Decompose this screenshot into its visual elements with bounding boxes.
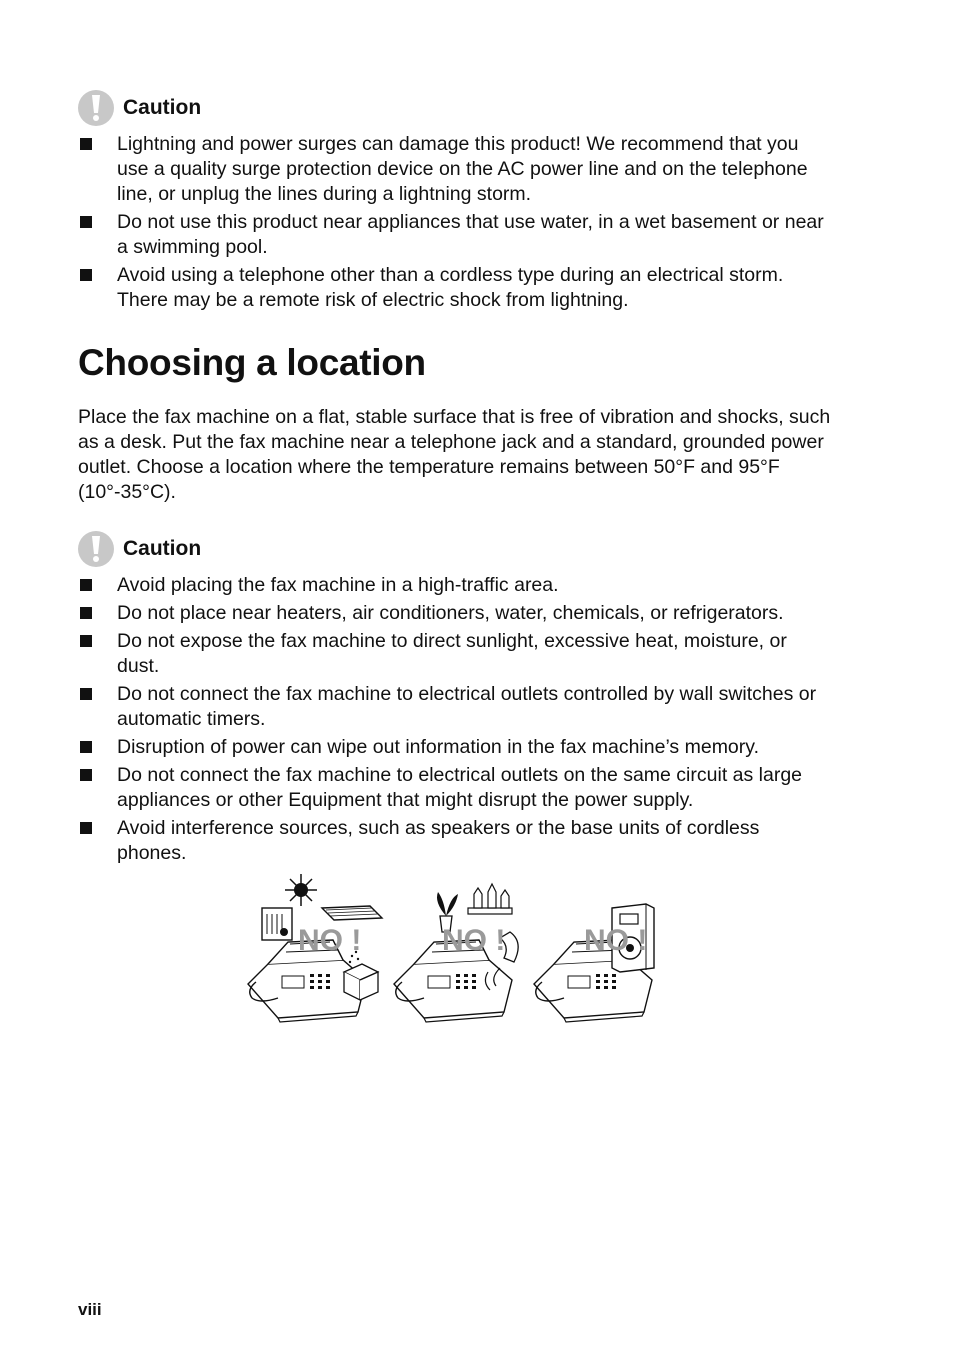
caution-list-1: [78, 132, 828, 316]
list-item: Do not use this product near appliances that use water, in a wet basement or near a swimming pool.: [78, 210, 828, 260]
no-label: NO !: [584, 924, 648, 957]
page-number: viii: [78, 1300, 102, 1319]
bullet-square-icon: [80, 688, 92, 700]
caution-list-2: [78, 573, 828, 869]
section-paragraph: Place the fax machine on a flat, stable surface that is free of vibration and shocks, such as a desk. Put the fax machine near a telephone jack and a standard, grounded power outlet. Choose a location where the temperature remains between 50°F and 95°F (10°-35°C).: [78, 406, 831, 503]
list-item: Avoid using a telephone other than a cordless type during an electrical storm. There may be a remote risk of electric shock from lightning.: [78, 263, 828, 313]
caution-title: Caution: [123, 96, 202, 119]
exclamation-icon: [78, 90, 114, 126]
bullet-square-icon: [80, 138, 92, 150]
section-heading: Choosing a location: [78, 342, 426, 383]
bullet-square-icon: [80, 579, 92, 591]
list-item: Disruption of power can wipe out information in the fax machine’s memory.: [78, 735, 828, 760]
exclamation-icon: [78, 531, 114, 567]
list-item: Do not place near heaters, air conditioners, water, chemicals, or refrigerators.: [78, 601, 828, 626]
bullet-square-icon: [80, 635, 92, 647]
air-conditioner-icon: [322, 906, 382, 920]
bullet-square-icon: [80, 216, 92, 228]
list-item: Lightning and power surges can damage this product! We recommend that you use a quality surge protection device on the AC power line and on the telephone line, or unplug the lines during a lightning storm.: [78, 132, 828, 207]
list-item: Do not connect the fax machine to electrical outlets controlled by wall switches or automatic timers.: [78, 682, 828, 732]
bullet-square-icon: [80, 741, 92, 753]
bullet-square-icon: [80, 607, 92, 619]
caution-title: Caution: [123, 537, 202, 560]
list-item: Avoid placing the fax machine in a high-traffic area.: [78, 573, 828, 598]
no-label: NO !: [298, 924, 362, 957]
list-item: Do not connect the fax machine to electrical outlets on the same circuit as large appliances or other Equipment that might disrupt the power supply.: [78, 763, 828, 813]
bullet-square-icon: [80, 769, 92, 781]
caution-header-2: [78, 531, 201, 567]
bullet-square-icon: [80, 822, 92, 834]
no-label: NO !: [442, 924, 506, 957]
list-item: Avoid interference sources, such as speakers or the base units of cordless phones.: [78, 816, 828, 866]
water-box-icon: [344, 951, 378, 1000]
caution-header-1: [78, 90, 201, 126]
fax-location-illustration: [238, 872, 668, 1028]
heater-icon: [262, 908, 292, 940]
list-item: Do not expose the fax machine to direct sunlight, excessive heat, moisture, or dust.: [78, 629, 828, 679]
sun-icon: [285, 874, 317, 906]
chemical-bottles-icon: [468, 884, 512, 914]
bullet-square-icon: [80, 269, 92, 281]
